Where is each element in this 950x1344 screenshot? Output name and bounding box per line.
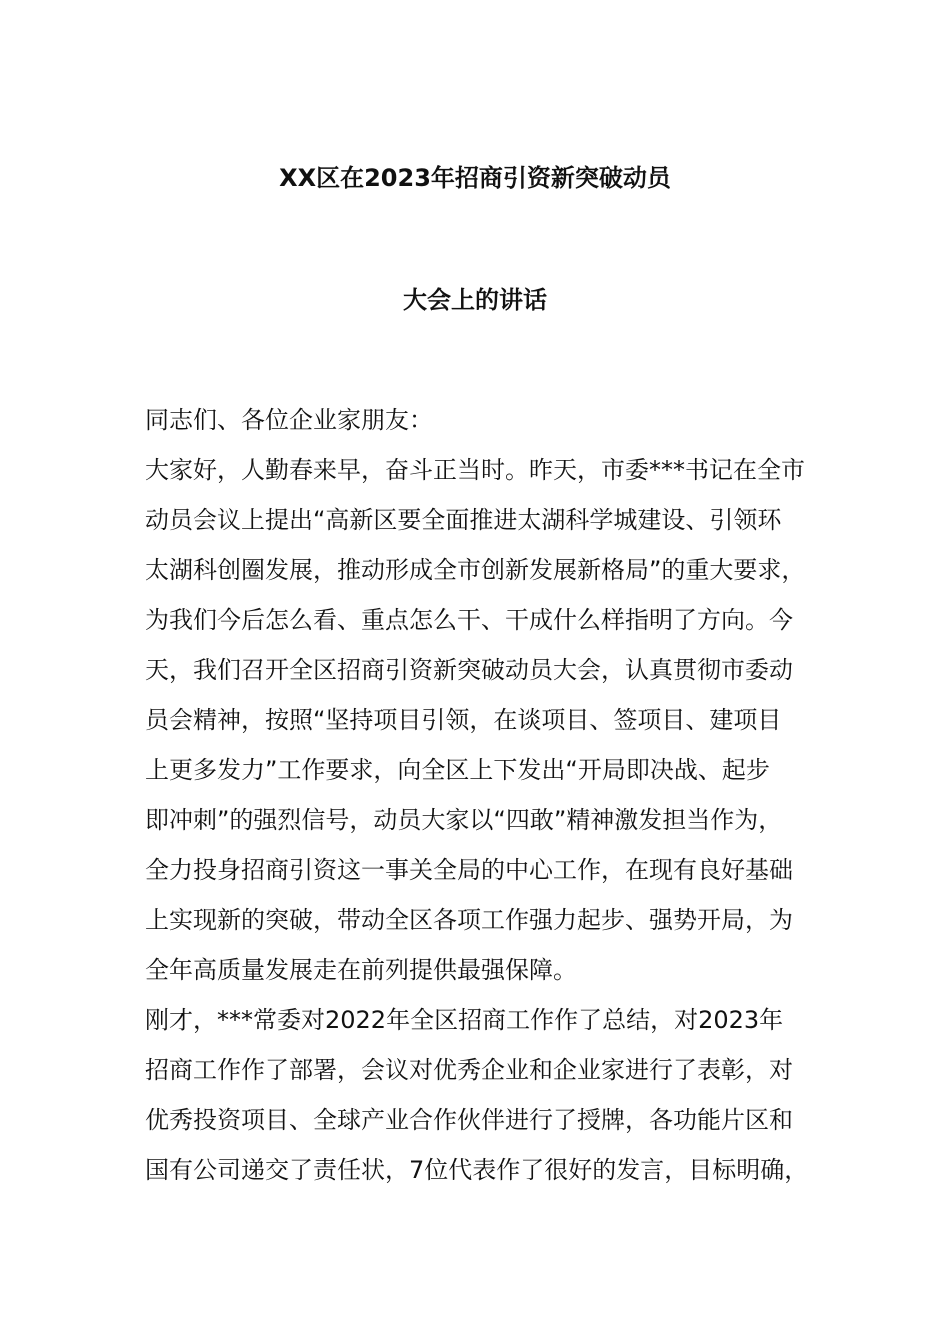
body-line: 大家好，人勤春来早，奋斗正当时。昨天，市委***书记在全市	[145, 456, 805, 484]
document-body	[145, 400, 825, 1200]
body-line: 即冲刺”的强烈信号，动员大家以“四敢”精神激发担当作为，	[145, 806, 783, 834]
body-line: 刚才，***常委对2022年全区招商工作作了总结，对2023年	[145, 1006, 784, 1034]
body-line: 优秀投资项目、全球产业合作伙伴进行了授牌，各功能片区和	[145, 1106, 793, 1134]
body-line: 上更多发力”工作要求，向全区上下发出“开局即决战、起步	[145, 756, 770, 784]
body-line: 员会精神，按照“坚持项目引领，在谈项目、签项目、建项目	[145, 706, 782, 734]
body-line-salutation: 同志们、各位企业家朋友：	[145, 406, 433, 434]
body-line: 国有公司递交了责任状，7位代表作了很好的发言，目标明确，	[145, 1156, 809, 1184]
body-line: 为我们今后怎么看、重点怎么干、干成什么样指明了方向。今	[145, 606, 793, 634]
body-line: 上实现新的突破，带动全区各项工作强力起步、强势开局，为	[145, 906, 793, 934]
body-line: 动员会议上提出“高新区要全面推进太湖科学城建设、引领环	[145, 506, 782, 534]
document-title-line-1: XX区在2023年招商引资新突破动员	[279, 164, 671, 192]
body-line: 太湖科创圈发展，推动形成全市创新发展新格局”的重大要求，	[145, 556, 806, 584]
body-line: 天，我们召开全区招商引资新突破动员大会，认真贯彻市委动	[145, 656, 793, 684]
body-line: 全年高质量发展走在前列提供最强保障。	[145, 956, 577, 984]
body-line: 全力投身招商引资这一事关全局的中心工作，在现有良好基础	[145, 856, 793, 884]
document-title-line-2: 大会上的讲话	[403, 286, 547, 314]
body-line: 招商工作作了部署，会议对优秀企业和企业家进行了表彰，对	[145, 1056, 793, 1084]
